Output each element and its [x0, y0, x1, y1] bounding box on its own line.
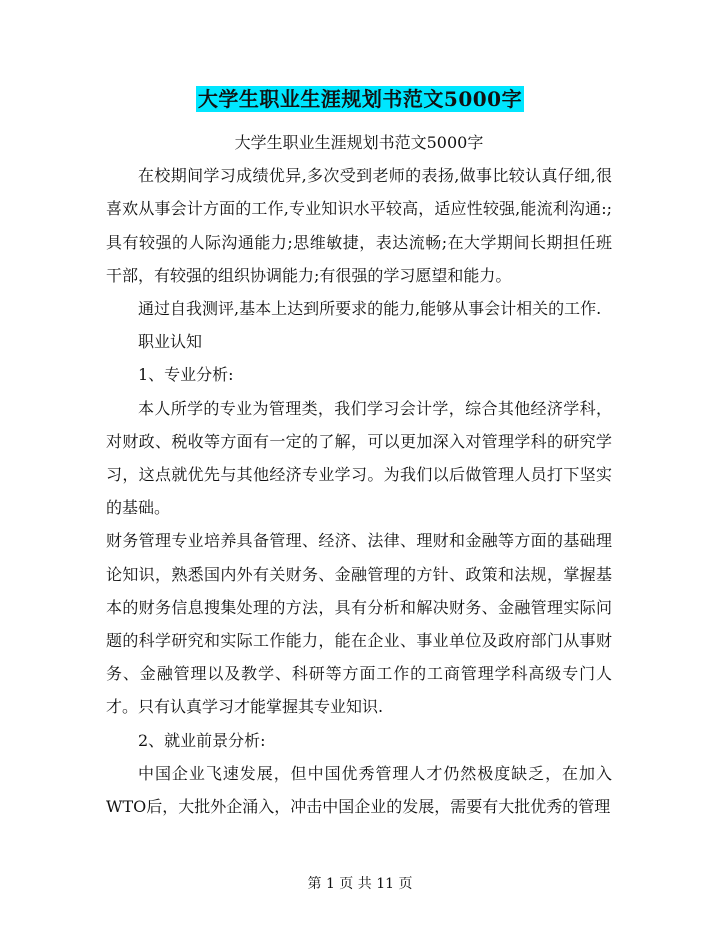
subsection-heading-major-analysis: 1、专业分析: — [138, 365, 234, 385]
page-title: 大学生职业生涯规划书范文5000字 — [197, 87, 523, 111]
document-subtitle: 大学生职业生涯规划书范文5000字 — [234, 133, 484, 152]
paragraph-financial-management: 财务管理专业培养具备管理、经济、法律、理财和金融等方面的基础理论知识，熟悉国内外有关财务、金融管理的方针、政策和法规，掌握基本的财务信息搜集处理的方法，具有分析和解决财务、金融管理实际问题的科学研究和实际工作能力，能在企业、事业单位及政府部门从事财务、金融管理以及教学、科研等方面工作的工商管理学科高级专门人才。只有认真学习才能掌握其专业知识. — [106, 531, 612, 717]
title-block — [0, 86, 720, 112]
paragraph-self-evaluation: 通过自我测评,基本上达到所要求的能力,能够从事会计相关的工作. — [138, 299, 602, 319]
paragraph-self-assessment: 在校期间学习成绩优异,多次受到老师的表扬,做事比较认真仔细,很喜欢从事会计方面的工作,专业知识水平较高，适应性较强,能流利沟通:;具有较强的人际沟通能力;思维敏捷，表达流畅;在大学期间长期担任班干部，有较强的组织协调能力;有很强的学习愿望和能力。 — [106, 166, 612, 285]
paragraph-major-analysis: 本人所学的专业为管理类，我们学习会计学，综合其他经济学科，对财政、税收等方面有一定的了解，可以更加深入对管理学科的研究学习，这点就优先与其他经济专业学习。为我们以后做管理人员打下坚实的基础。 — [106, 398, 612, 518]
document-body — [106, 126, 612, 823]
section-heading-career-cognition: 职业认知 — [138, 332, 203, 352]
subsection-heading-employment-prospects: 2、就业前景分析: — [138, 730, 266, 750]
page-number-footer: 第 1 页 共 11 页 — [307, 876, 413, 892]
paragraph-employment-prospects: 中国企业飞速发展，但中国优秀管理人才仍然极度缺乏，在加入WTO后，大批外企涌入，冲击中国企业的发展，需要有大批优秀的管理 — [106, 763, 612, 817]
